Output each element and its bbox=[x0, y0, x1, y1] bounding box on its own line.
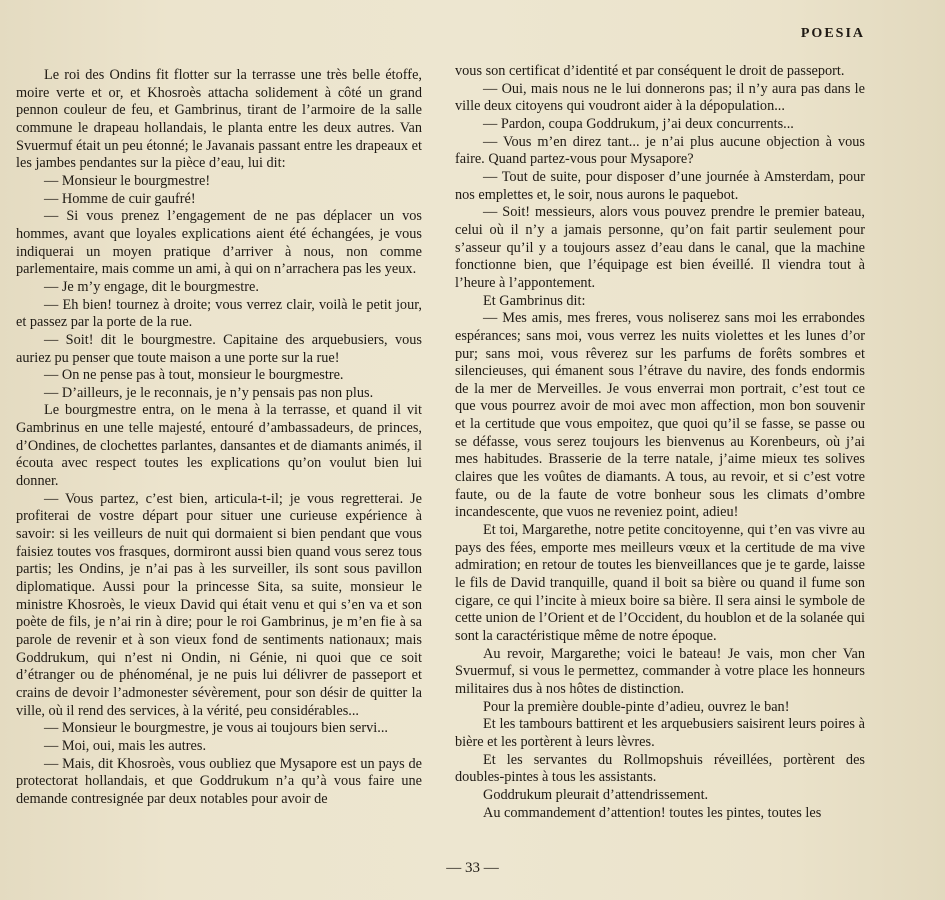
paragraph: — Vous partez, c’est bien, articula-t-il; je vous regretterai. Je profiterai de vostre départ pour situer une curieuse expérience à savoir: si les veilleurs de nuit qui dormaient si bien pendant que vous faisiez toutes vos frasques, dormiront aussi bien quand vous serez tous partis; les Ondins, je n’ai pas à les surveiller, ils sont sous pavillon diplomatique. Aussi pour la princesse Sita, sa suite, monsieur le ministre Khosroès, le vieux David qui était venu et qui s’en va et son poète de fils, je n’ai rin à dire; pour le roi Gambrinus, je m’en fie à sa parole de revenir et à son vieux fond de sentiments nationaux; mais Goddrukum, qui n’est ni Ondin, ni Génie, ni quoi que ce soit d’étranger ou de phénoménal, je ne puis lui délivrer de passeport et crains de devoir l’admonester sévèrement, pour son désir de quitter la ville, où il rend des services, à la vérité, peu considérables... bbox=[16, 490, 422, 719]
paragraph: Et Gambrinus dit: bbox=[483, 292, 586, 309]
page-number: — 33 — bbox=[446, 860, 499, 876]
paragraph: — Eh bien! tournez à droite; vous verrez clair, voilà le petit jour, et passez par la porte de la rue. bbox=[16, 296, 422, 331]
paragraph: Le roi des Ondins fit flotter sur la terrasse une très belle étoffe, moire verte et or, et Khosroès attacha solidement à côté un grand pennon couleur de feu, et Gambrinus, tirant de l’armoire de la salle commune le drapeau hollandais, le planta entre les deux autres. Van Svuermuf était un peu étonné; le Javanais passant entre les drapeaux et les jambes pendantes sur la pièce d’eau, lui dit: bbox=[16, 67, 422, 172]
paragraph: — Vous m’en direz tant... je n’ai plus aucune objection à vous faire. Quand partez-vous pour Mysapore? bbox=[455, 133, 865, 168]
paragraph: Pour la première double-pinte d’adieu, ouvrez le ban! bbox=[483, 698, 790, 715]
left-column bbox=[16, 67, 422, 809]
paragraph: — Soit! messieurs, alors vous pouvez prendre le premier bateau, celui où il n’y a jamais personne, qu’on fait partir seulement pour s’asseur qu’il y a toujours assez d’eau dans le canal, que la machine fonctionne bien, que l’équipage est bien éveillé. Il viendra tout à l’heure à l’appontement. bbox=[455, 204, 865, 291]
paragraph: Et les tambours battirent et les arquebusiers saisirent leurs poires à bière et les portèrent à leurs lèvres. bbox=[455, 716, 865, 750]
paragraph: Et toi, Margarethe, notre petite concitoyenne, qui t’en vas vivre au pays des fées, emporte mes meilleurs vœux et la certitude de ma vive admiration; en retour de toutes les bienveillances que je te garde, laisse le fils de David tranquille, quand il boit sa bière ou quand il fume son cigare, ce qui l’incite à mieux boire sa bière. Il sera ainsi le symbole de cette union de l’Orient et de l’Occident, du houblon et de la solanée qui sont la caractéristique même de notre époque. bbox=[455, 522, 865, 644]
paragraph: — Mes amis, mes freres, vous noliserez sans moi les errabondes espérances; sans moi, vous verrez les nuits violettes et les lunes d’or pur; sans moi, vous rêverez sur les parfums de forêts sombres et silencieuses, qui émanent sous l’étrave du navire, des fonds endormis de la mer de Merveilles. Je vous enverrai mon portrait, c’est tout ce que vous pourrez avoir de moi avec mon affection, mon bon souvenir et la certitude que vous empoitez, que quoi qu’il se fasse, se passe ou se défasse, vous serez toujours les bienvenus au Korenbeurs, où j’ai mes habitudes. Brasserie de la terre natale, j’aime mieux tes solives claires que les voûtes de diamants. A tous, au revoir, et si c’est votre faute, ou de la faute de votre bonheur sous les climats d’ombre incandescente, que vuos ne reveniez point, adieu! bbox=[455, 310, 865, 521]
paragraph: — Monsieur le bourgmestre, je vous ai toujours bien servi... bbox=[44, 720, 388, 737]
paragraph: Goddrukum pleurait d’attendrissement. bbox=[483, 786, 709, 803]
paragraph: — Monsieur le bourgmestre! bbox=[44, 172, 211, 189]
paragraph: — Homme de cuir gaufré! bbox=[44, 190, 196, 207]
paragraph: — Si vous prenez l’engagement de ne pas déplacer un vos hommes, avant que loyales explications aient été échangées, je vous indiquerai un moyen pratique d’arriver à nous, non comme parlementaire, mais comme un ami, à qui on n’arrachera pas les yeux. bbox=[16, 208, 422, 278]
paragraph: — Pardon, coupa Goddrukum, j’ai deux concurrents... bbox=[483, 115, 794, 132]
paragraph: Au commandement d’attention! toutes les pintes, toutes les bbox=[483, 804, 822, 821]
paragraph: — Oui, mais nous ne le lui donnerons pas; il n’y aura pas dans le ville deux citoyens qui voudront aider à la dépopulation... bbox=[455, 80, 865, 115]
running-header: POESIA bbox=[800, 26, 865, 41]
paragraph: — Je m’y engage, dit le bourgmestre. bbox=[44, 278, 259, 295]
paragraph: — Soit! dit le bourgmestre. Capitaine des arquebusiers, vous auriez pu penser que toute maison a une porte sur la rue! bbox=[16, 331, 422, 366]
paragraph: — Tout de suite, pour disposer d’une journée à Amsterdam, pour nos emplettes et, le soir, nous aurons le paquebot. bbox=[455, 168, 865, 203]
paragraph: Et les servantes du Rollmopshuis réveillées, portèrent des doubles-pintes à tous les assistants. bbox=[455, 751, 865, 786]
paragraph: Au revoir, Margarethe; voici le bateau! Je vais, mon cher Van Svuermuf, si vous le permettez, commander à votre place les honneurs militaires dus à nos hôtes de distinction. bbox=[455, 645, 865, 697]
paragraph: — On ne pense pas à tout, monsieur le bourgmestre. bbox=[44, 367, 344, 384]
right-column bbox=[455, 63, 865, 822]
paragraph: vous son certificat d’identité et par conséquent le droit de passeport. bbox=[455, 63, 845, 79]
paragraph: — Moi, oui, mais les autres. bbox=[44, 737, 207, 754]
paragraph: — D’ailleurs, je le reconnais, je n’y pensais pas non plus. bbox=[44, 384, 374, 401]
paragraph: Le bourgmestre entra, on le mena à la terrasse, et quand il vit Gambrinus en une telle majesté, entouré d’ambassadeurs, de princes, d’Ondines, de clochettes parlantes, dansantes et de diamants animés, il écouta avec respect toutes les explications qu’on voulut bien lui donner. bbox=[16, 402, 422, 490]
paragraph: — Mais, dit Khosroès, vous oubliez que Mysapore est un pays de protectorat hollandais, et que Goddrukum n’a qu’à vous faire une demande contresignée par deux notables pour avoir de bbox=[16, 755, 422, 807]
